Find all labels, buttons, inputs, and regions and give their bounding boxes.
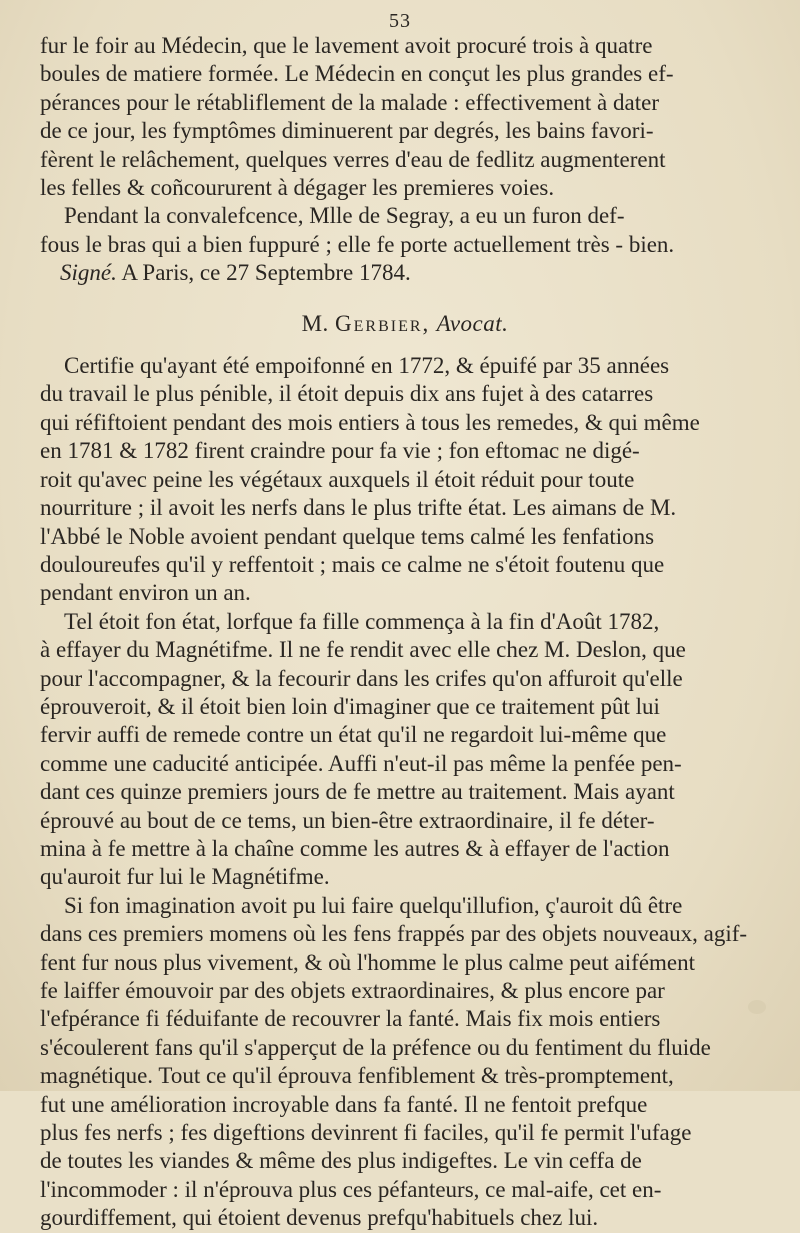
text-line: dant ces quinze premiers jours de fe mettre au traitement. Mais ayant — [40, 779, 675, 805]
text-line: mina à fe mettre à la chaîne comme les autres & à effayer de l'action — [40, 835, 670, 861]
text-line: fervir auffi de remede contre un état qu'il ne regardoit lui-même que — [40, 722, 667, 748]
paragraph-5 — [40, 892, 770, 1233]
paragraph-4 — [40, 608, 770, 892]
text-line: de ce jour, les fymptômes diminuerent par degrés, les bains favori- — [40, 118, 654, 144]
signed-date: A Paris, ce 27 Septembre 1784. — [121, 260, 411, 286]
signature — [40, 310, 770, 338]
text-line: à effayer du Magnétifme. Il ne fe rendit avec elle chez M. Deslon, que — [40, 637, 686, 663]
paragraph-2 — [40, 202, 770, 287]
text-line: pérances pour le rétabliflement de la malade : effectivement à dater — [40, 89, 659, 115]
text-line: fut une amélioration incroyable dans fa fanté. Il ne fentoit prefque — [40, 1091, 648, 1117]
text-line: magnétique. Tout ce qu'il éprouva fenfiblement & très-promptement, — [40, 1063, 674, 1089]
text-line: Pendant la convalefcence, Mlle de Segray, a eu un furon def- — [64, 203, 625, 229]
text-line: les felles & coñcoururent à dégager les premieres voies. — [40, 175, 555, 201]
text-line: plus fes nerfs ; fes digeftions devinrent fi faciles, qu'il fe permit l'ufage — [40, 1120, 692, 1146]
signed-label: Signé. — [60, 260, 117, 286]
text-line: Certifie qu'ayant été empoifonné en 1772, & épuifé par 35 années — [64, 353, 670, 379]
text-line: en 1781 & 1782 firent craindre pour fa vie ; fon eftomac ne digé- — [40, 438, 640, 464]
text-line: pendant environ un an. — [40, 580, 251, 606]
text-line: l'incommoder : il n'éprouva plus ces péfanteurs, ce mal-aife, cet en- — [40, 1176, 662, 1202]
text-line: l'efpérance fi féduifante de recouvrer la fanté. Mais fix mois entiers — [40, 1006, 661, 1032]
text-line: Tel étoit fon état, lorfque fa fille commença à la fin d'Août 1782, — [64, 608, 660, 634]
text-line: gourdiffement, qui étoient devenus prefqu'habituels chez lui. — [40, 1205, 599, 1231]
signed-line — [60, 259, 770, 287]
text-line: douloureufes qu'il y reffentoit ; mais ce calme ne s'étoit foutenu que — [40, 551, 665, 577]
text-line: fur le foir au Médecin, que le lavement avoit procuré trois à quatre — [40, 33, 653, 58]
signature-name: Gerbier, — [335, 310, 431, 336]
text-line: fèrent le relâchement, quelques verres d'eau de fedlitz augmenterent — [40, 146, 666, 172]
paragraph-3 — [40, 352, 770, 608]
text-line: fous le bras qui a bien fuppuré ; elle fe porte actuellement très - bien. — [40, 231, 675, 257]
text-line: boules de matiere formée. Le Médecin en conçut les plus grandes ef- — [40, 61, 674, 87]
paper-stain — [748, 1000, 766, 1014]
text-line: éprouveroit, & il étoit bien loin d'imaginer que ce traitement pût lui — [40, 693, 660, 719]
text-line: Si fon imagination avoit pu lui faire quelqu'illufion, ç'auroit dû être — [64, 892, 683, 918]
text-line: de toutes les viandes & même des plus indigeftes. Le vin ceffa de — [40, 1148, 642, 1174]
text-line: nourriture ; il avoit les nerfs dans le plus trifte état. Les aimans de M. — [40, 495, 677, 521]
text-line: comme une caducité anticipée. Auffi n'eut-il pas même la penfée pen- — [40, 750, 682, 776]
text-line: roit qu'avec peine les végétaux auxquels il étoit réduit pour toute — [40, 466, 635, 492]
text-line: fent fur nous plus vivement, & où l'homme le plus calme peut aifément — [40, 949, 696, 975]
signature-title: Avocat. — [436, 310, 509, 336]
text-line: fe laiffer émouvoir par des objets extraordinaires, & plus encore par — [40, 978, 665, 1003]
text-line: dans ces premiers momens où les fens frappés par des objets nouveaux, agif- — [40, 921, 748, 947]
page-text — [40, 32, 770, 1233]
text-line: s'écoulerent fans qu'il s'apperçut de la préfence ou du fentiment du fluide — [40, 1034, 711, 1060]
text-line: éprouvé au bout de ce tems, un bien-être extraordinaire, il fe déter- — [40, 807, 655, 833]
signature-initial: M. — [301, 310, 329, 336]
page-number: 53 — [389, 10, 411, 32]
text-line: qu'auroit fur lui le Magnétifme. — [40, 864, 330, 890]
text-line: l'Abbé le Noble avoient pendant quelque tems calmé les fenfations — [40, 523, 655, 549]
paragraph-1 — [40, 32, 770, 202]
text-line: pour l'accompagner, & la fecourir dans les crifes qu'on affuroit qu'elle — [40, 665, 683, 691]
text-line: qui réfiftoient pendant des mois entiers à tous les remedes, & qui même — [40, 409, 700, 435]
text-line: du travail le plus pénible, il étoit depuis dix ans fujet à des catarres — [40, 381, 654, 407]
